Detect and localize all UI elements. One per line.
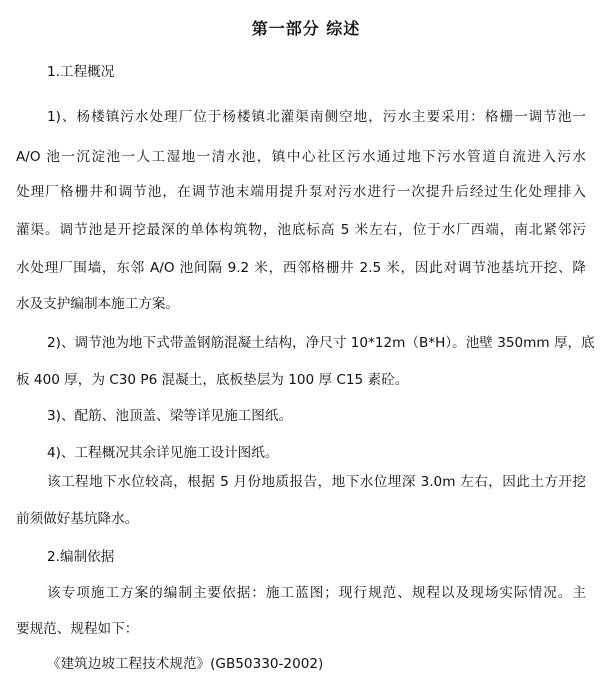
paragraph-line: 2)、调节池为地下式带盖钢筋混凝土结构，净尺寸 10*12m（B*H）。池壁 350mm 厚，底 (47, 335, 595, 351)
paragraph-line: 3)、配筋、池顶盖、梁等详见施工图纸。 (47, 408, 293, 424)
heading-compilation-basis: 2.编制依据 (47, 549, 115, 565)
paragraph-line: 该工程地下水位较高，根据 5 月份地质报告，地下水位埋深 3.0m 左右，因此土方开挖 (47, 474, 586, 490)
section-title: 第一部分 综述 (251, 19, 361, 38)
paragraph-line: 1)、杨楼镇污水处理厂位于杨楼镇北灌渠南侧空地，污水主要采用：格栅一调节池一 (47, 109, 586, 125)
paragraph-line: A/O 池一沉淀池一人工湿地一清水池，镇中心社区污水通过地下污水管道自流进入污水 (16, 149, 586, 165)
paragraph-line: 该专项施工方案的编制主要依据：施工蓝图；现行规范、规程以及现场实际情况。主 (47, 585, 586, 601)
paragraph-line: 灌渠。调节池是开挖最深的单体构筑物，池底标高 5 米左右，位于水厂西端，南北紧邻污 (16, 222, 586, 238)
paragraph-line: 前须做好基坑降水。 (16, 511, 139, 527)
paragraph-line: 处理厂格栅井和调节池，在调节池末端用提升泵对污水进行一次提升后经过生化处理排入 (16, 184, 586, 200)
paragraph-line: 要规范、规程如下： (16, 621, 139, 637)
paragraph-line: 水处理厂围墙，东邻 A/O 池间隔 9.2 米，西邻格栅井 2.5 米，因此对调节池基坑开挖、降 (16, 260, 586, 276)
regulation-reference: 《建筑边坡工程技术规范》(GB50330-2002) (47, 656, 324, 672)
paragraph-line: 板 400 厚，为 C30 P6 混凝土，底板垫层为 100 厚 C15 素砼。 (16, 372, 409, 388)
heading-project-overview: 1.工程概况 (47, 64, 115, 80)
paragraph-line: 4)、工程概况其余详见施工设计图纸。 (47, 445, 279, 461)
paragraph-line: 水及支护编制本施工方案。 (16, 296, 180, 312)
